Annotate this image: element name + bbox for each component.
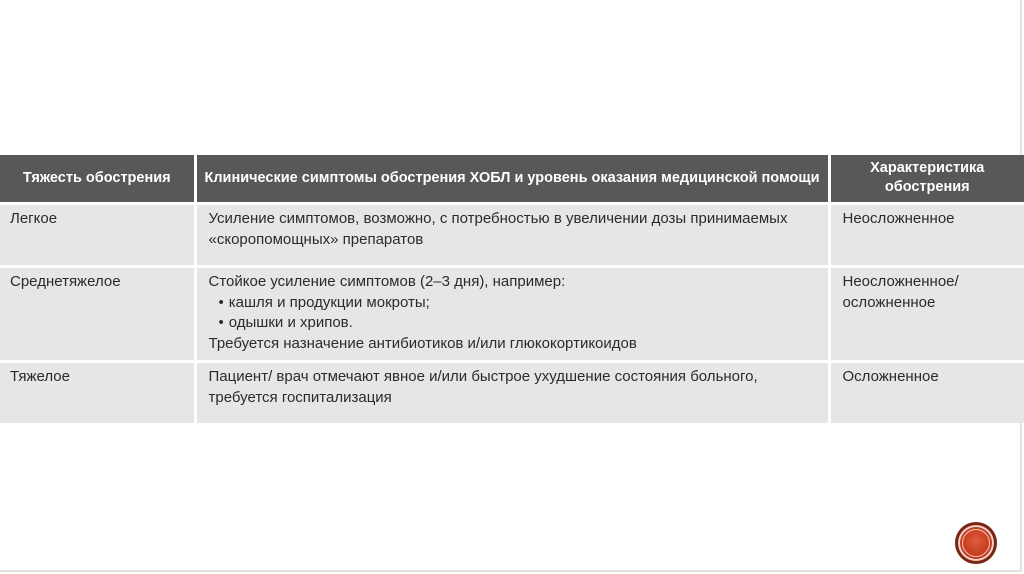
cell-severity: Среднетяжелое — [0, 267, 195, 362]
bullet-text: одышки и хрипов. — [228, 314, 353, 331]
list-item — [219, 293, 818, 314]
symptoms-outro: Требуется назначение антибиотиков и/или глюкокортикоидов — [208, 334, 637, 352]
header-severity: Тяжесть обострения — [0, 155, 195, 204]
symptoms-bullet-list — [209, 293, 818, 334]
header-characteristic: Характеристика обострения — [829, 155, 1024, 204]
cell-symptoms — [195, 267, 829, 362]
cell-characteristic: Неосложненное/ осложненное — [829, 267, 1024, 362]
table-header-row — [0, 155, 1024, 204]
exacerbation-severity-table — [0, 155, 1024, 423]
cell-characteristic: Осложненное — [829, 362, 1024, 424]
exacerbation-table-container — [0, 155, 1024, 423]
symptoms-intro: Стойкое усиление симптомов (2–3 дня), например: — [208, 273, 566, 290]
circle-nav-inner-ring — [962, 529, 990, 557]
table-row — [0, 204, 1024, 267]
header-symptoms: Клинические симптомы обострения ХОБЛ и уровень оказания медицинской помощи — [195, 155, 829, 204]
cell-symptoms: Усиление симптомов, возможно, с потребностью в увеличении дозы принимаемых «скоропомощных» препаратов — [195, 204, 829, 267]
table-row — [0, 267, 1024, 362]
list-item — [219, 313, 818, 334]
cell-severity: Легкое — [0, 204, 195, 267]
cell-symptoms: Пациент/ врач отмечают явное и/или быстрое ухудшение состояния больного, требуется госпитализация — [195, 362, 829, 424]
bullet-text: кашля и продукции мокроты; — [228, 293, 430, 311]
table-row — [0, 362, 1024, 424]
cell-characteristic: Неосложненное — [829, 204, 1024, 267]
cell-severity: Тяжелое — [0, 362, 195, 424]
circle-nav-icon[interactable] — [955, 522, 997, 564]
